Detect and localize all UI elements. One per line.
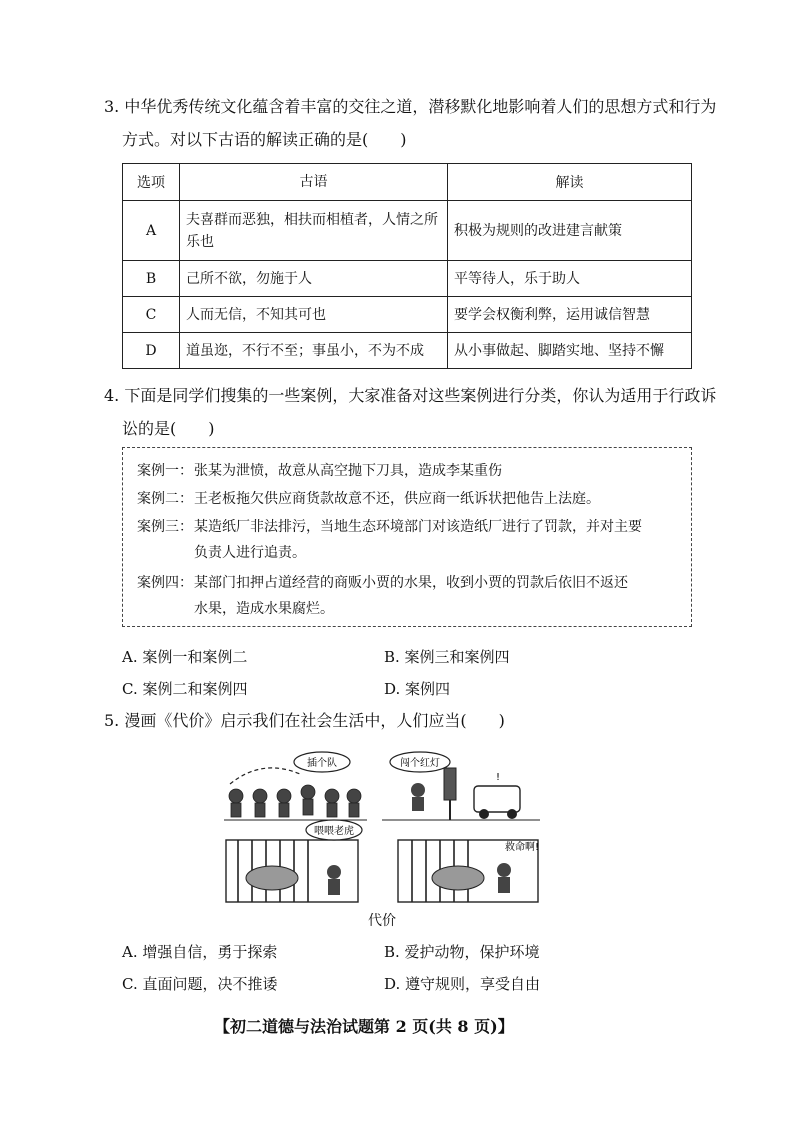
q4-option-a[interactable]: A. 案例一和案例二 <box>122 648 248 666</box>
row-ancient-saying: 夫喜群而恶独，相扶而相植者，人情之所乐也 <box>180 201 448 261</box>
case-text: 某部门扣押占道经营的商贩小贾的水果，收到小贾的罚款后依旧不返还 <box>194 575 628 591</box>
comic-panel-help <box>398 840 539 902</box>
header-option: 选项 <box>123 164 180 201</box>
case-item <box>137 486 683 512</box>
page-footer: 【初二道德与法治试题第 2 页(共 8 页)】 <box>214 1017 514 1036</box>
bubble-text-cut-line: 插个队 <box>307 758 337 769</box>
row-ancient-saying: 己所不欲，勿施于人 <box>180 261 448 297</box>
case-text: 某造纸厂非法排污，当地生态环境部门对该造纸厂进行了罚款，并对主要 <box>194 519 642 535</box>
case-item <box>137 570 683 622</box>
q5-option-b[interactable]: B. 爱护动物，保护环境 <box>384 943 540 961</box>
case-key: 案例二： <box>137 491 193 507</box>
case-text-cont: 水果，造成水果腐烂。 <box>194 601 334 617</box>
q3-stem-line1: 3. 中华优秀传统文化蕴含着丰富的交往之道，潜移默化地影响着人们的思想方式和行为 <box>104 97 717 116</box>
q4-option-b[interactable]: B. 案例三和案例四 <box>384 648 510 666</box>
case-item <box>137 458 683 484</box>
case-text-cont: 负责人进行追责。 <box>194 545 306 561</box>
case-item <box>137 514 683 566</box>
q4-option-c[interactable]: C. 案例二和案例四 <box>122 680 248 698</box>
cases-box <box>122 447 692 627</box>
table-row <box>123 333 692 369</box>
bubble-text-run-red-light: 闯个红灯 <box>400 758 440 769</box>
row-ancient-saying: 道虽迩，不行不至；事虽小，不为不成 <box>180 333 448 369</box>
case-key: 案例一： <box>137 463 193 479</box>
comic-panel-queue <box>224 752 367 820</box>
table-header-row <box>123 164 692 201</box>
case-key: 案例四： <box>137 575 193 591</box>
row-interpretation: 要学会权衡利弊，运用诚信智慧 <box>448 297 692 333</box>
case-text: 王老板拖欠供应商货款故意不还，供应商一纸诉状把他告上法庭。 <box>194 491 600 507</box>
row-interpretation: 从小事做起、脚踏实地、坚持不懈 <box>448 333 692 369</box>
svg-text:!: ! <box>496 772 501 783</box>
row-ancient-saying: 人而无信，不知其可也 <box>180 297 448 333</box>
header-ancient-saying: 古语 <box>180 164 448 201</box>
q5-option-d[interactable]: D. 遵守规则，享受自由 <box>384 975 541 993</box>
table-row <box>123 201 692 261</box>
q5-option-a[interactable]: A. 增强自信，勇于探索 <box>122 943 278 961</box>
bubble-text-feed-tiger: 喂喂老虎 <box>314 826 354 837</box>
row-option: B <box>123 261 180 297</box>
case-key: 案例三： <box>137 519 193 535</box>
row-option: C <box>123 297 180 333</box>
row-interpretation: 平等待人，乐于助人 <box>448 261 692 297</box>
bubble-text-help: 救命啊! <box>504 842 540 853</box>
q5-option-c[interactable]: C. 直面问题，决不推诿 <box>122 975 278 993</box>
comic-panel-feed-tiger <box>226 820 362 902</box>
table-row <box>123 297 692 333</box>
row-interpretation: 积极为规则的改进建言献策 <box>448 201 692 261</box>
q3-stem-line2: 方式。对以下古语的解读正确的是( ) <box>122 130 407 149</box>
row-option: A <box>123 201 180 261</box>
comic-caption: 代价 <box>368 913 396 929</box>
case-text: 张某为泄愤，故意从高空抛下刀具，造成李某重伤 <box>194 463 502 479</box>
q3-table <box>122 163 692 369</box>
q5-stem: 5. 漫画《代价》启示我们在社会生活中，人们应当( ) <box>104 711 505 730</box>
q4-option-d[interactable]: D. 案例四 <box>384 680 451 698</box>
row-option: D <box>123 333 180 369</box>
comic-illustration <box>222 748 542 908</box>
comic-panel-red-light <box>382 752 540 820</box>
q4-stem-line1: 4. 下面是同学们搜集的一些案例，大家准备对这些案例进行分类，你认为适用于行政诉 <box>104 386 717 405</box>
table-row <box>123 261 692 297</box>
header-interpretation: 解读 <box>448 164 692 201</box>
q4-stem-line2: 讼的是( ) <box>122 419 215 438</box>
